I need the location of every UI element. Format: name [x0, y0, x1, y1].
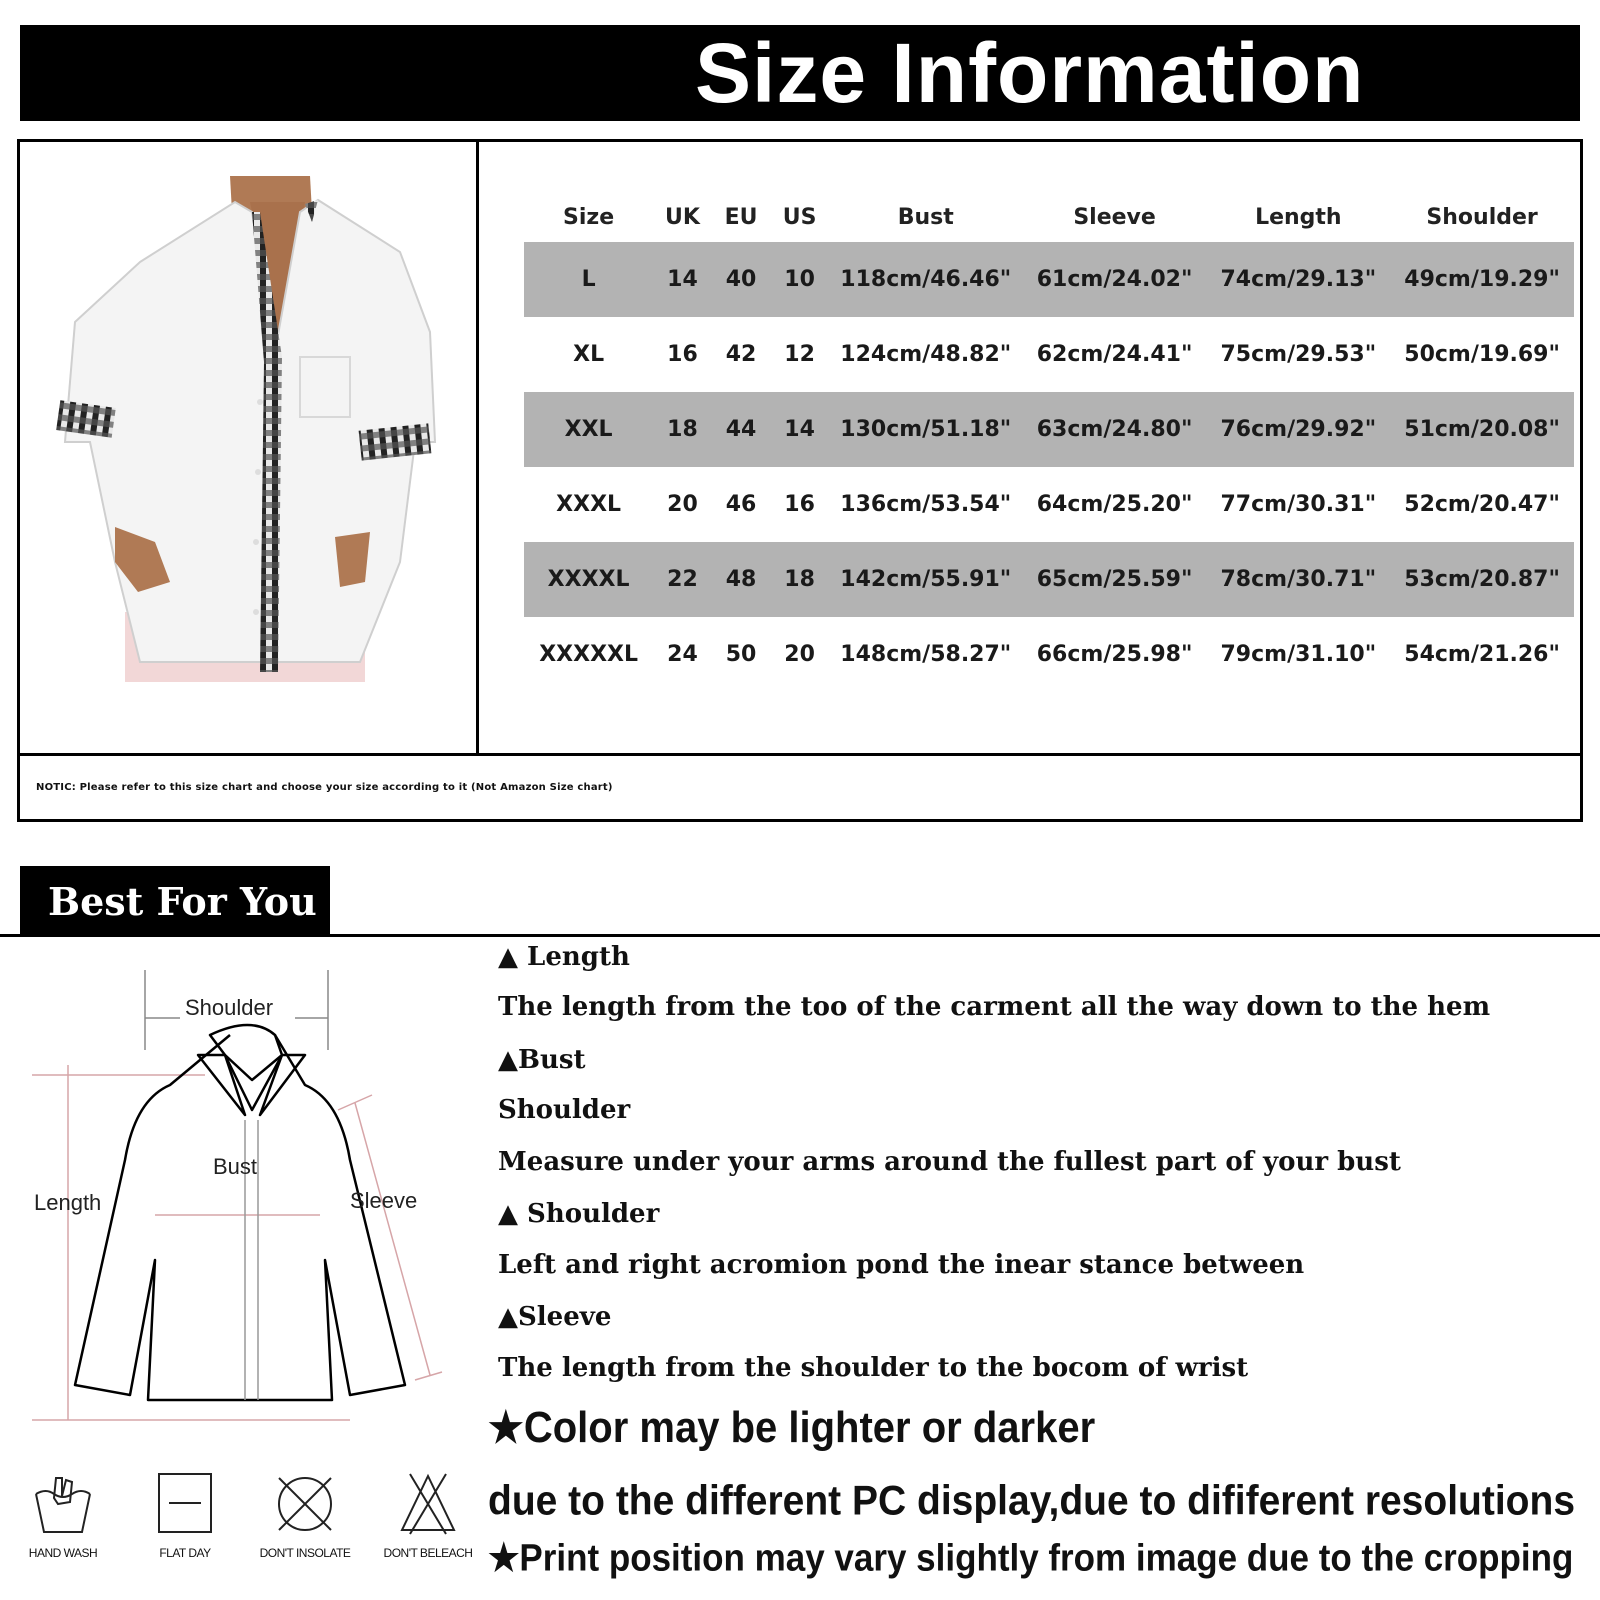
table-row	[524, 467, 1574, 542]
header-sleeve: Sleeve	[1073, 204, 1156, 230]
desc-sleeve-text: The length from the shoulder to the bocom of wrist	[498, 1353, 1249, 1383]
cell-us: 14	[770, 392, 829, 467]
size-notice: NOTIC: Please refer to this size chart and choose your size according to it (Not Amazon Size chart)	[20, 753, 1580, 819]
cell-us: 12	[784, 342, 815, 367]
diagram-label-shoulder: Shoulder	[185, 995, 274, 1020]
diagram-label-bust: Bust	[213, 1154, 258, 1179]
cell-size: XL	[573, 342, 605, 367]
cell-us: 20	[784, 642, 815, 667]
cell-uk: 20	[667, 492, 698, 517]
note-color: ★Color may be lighter or darker	[488, 1404, 1096, 1452]
table-row	[524, 392, 1574, 467]
cell-eu: 50	[725, 642, 757, 667]
desc-length-heading: ▲ Length	[498, 942, 630, 972]
header-length: Length	[1255, 204, 1342, 230]
cell-size: XXXXL	[524, 542, 653, 617]
header-uk: UK	[665, 204, 700, 230]
header-us: US	[782, 204, 817, 230]
header-shoulder: Shoulder	[1426, 204, 1538, 230]
cell-length: 75cm/29.53"	[1220, 342, 1377, 367]
cell-sleeve: 63cm/24.80"	[1023, 392, 1207, 467]
no-sun-dry-icon	[273, 1472, 337, 1536]
cell-uk: 18	[653, 392, 712, 467]
table-row	[524, 317, 1574, 392]
cell-sleeve: 65cm/25.59"	[1023, 542, 1207, 617]
care-no-bleach	[373, 1472, 483, 1560]
measurement-diagram	[20, 960, 480, 1430]
cell-size: XXL	[524, 392, 653, 467]
care-label: HAND WASH	[28, 1546, 98, 1560]
care-label: DON'T INSOLATE	[259, 1546, 351, 1560]
care-flat-dry	[130, 1472, 240, 1560]
cell-bust: 124cm/48.82"	[840, 342, 1012, 367]
note-display: due to the different PC display,due to dififerent resolutions	[488, 1478, 1576, 1525]
cell-bust: 130cm/51.18"	[829, 392, 1023, 467]
cell-length: 76cm/29.92"	[1206, 392, 1390, 467]
cell-shoulder: 50cm/19.69"	[1404, 342, 1560, 367]
care-no-sun	[250, 1472, 360, 1560]
note-print-position: ★Print position may vary slightly from image due to the cropping	[488, 1537, 1574, 1580]
shirt-model-image	[20, 142, 476, 753]
cell-eu: 40	[712, 242, 771, 317]
cell-size: XXXL	[556, 492, 622, 517]
cell-length: 79cm/31.10"	[1220, 642, 1377, 667]
page-title: Size Information	[20, 25, 1580, 121]
table-row	[524, 542, 1574, 617]
cell-size: XXXXXL	[539, 642, 639, 667]
cell-length: 74cm/29.13"	[1206, 242, 1390, 317]
header-bust: Bust	[897, 204, 954, 230]
product-photo	[20, 142, 479, 753]
desc-bust-text: Measure under your arms around the fullest part of your bust	[498, 1147, 1401, 1177]
desc-shoulder-heading: ▲ Shoulder	[498, 1199, 660, 1229]
cell-uk: 22	[653, 542, 712, 617]
cell-bust: 118cm/46.46"	[829, 242, 1023, 317]
cell-us: 16	[784, 492, 815, 517]
care-label: FLAT DAY	[159, 1546, 211, 1560]
cell-us: 10	[770, 242, 829, 317]
cell-uk: 14	[653, 242, 712, 317]
best-for-you-heading: Best For You	[20, 866, 330, 936]
section-divider	[0, 934, 1600, 937]
size-chart-box	[17, 139, 1583, 822]
cell-eu: 44	[712, 392, 771, 467]
cell-sleeve: 62cm/24.41"	[1036, 342, 1193, 367]
cell-shoulder: 52cm/20.47"	[1404, 492, 1560, 517]
cell-length: 77cm/30.31"	[1220, 492, 1377, 517]
cell-shoulder: 53cm/20.87"	[1390, 542, 1574, 617]
cell-sleeve: 64cm/25.20"	[1036, 492, 1193, 517]
care-hand-wash	[8, 1472, 118, 1560]
cell-bust: 142cm/55.91"	[829, 542, 1023, 617]
cell-size: L	[524, 242, 653, 317]
table-header-row	[524, 192, 1574, 242]
diagram-label-length: Length	[34, 1190, 102, 1215]
hand-wash-icon	[32, 1472, 94, 1536]
size-table	[524, 192, 1574, 692]
header-eu: EU	[724, 204, 758, 230]
desc-bust-heading: ▲Bust	[498, 1045, 586, 1075]
cell-shoulder: 51cm/20.08"	[1390, 392, 1574, 467]
no-bleach-icon	[398, 1472, 458, 1536]
cell-eu: 46	[725, 492, 757, 517]
cell-bust: 136cm/53.54"	[840, 492, 1012, 517]
desc-length-text: The length from the too of the carment all the way down to the hem	[498, 992, 1491, 1022]
flat-dry-icon	[157, 1472, 213, 1536]
care-label: DON'T BELEACH	[383, 1546, 473, 1560]
cell-us: 18	[770, 542, 829, 617]
header-size: Size	[563, 204, 615, 230]
cell-eu: 48	[712, 542, 771, 617]
cell-eu: 42	[725, 342, 757, 367]
cell-sleeve: 61cm/24.02"	[1023, 242, 1207, 317]
cell-shoulder: 54cm/21.26"	[1404, 642, 1560, 667]
cell-shoulder: 49cm/19.29"	[1390, 242, 1574, 317]
desc-shoulder-text: Left and right acromion pond the inear stance between	[498, 1250, 1305, 1280]
desc-sleeve-heading: ▲Sleeve	[498, 1302, 612, 1332]
table-row	[524, 617, 1574, 692]
cell-sleeve: 66cm/25.98"	[1036, 642, 1193, 667]
cell-length: 78cm/30.71"	[1206, 542, 1390, 617]
size-table-cell	[482, 142, 1580, 753]
cell-uk: 24	[667, 642, 698, 667]
cell-bust: 148cm/58.27"	[840, 642, 1012, 667]
diagram-label-sleeve: Sleeve	[350, 1188, 418, 1213]
table-row	[524, 242, 1574, 317]
desc-bust-subheading: Shoulder	[498, 1095, 631, 1125]
cell-uk: 16	[667, 342, 698, 367]
